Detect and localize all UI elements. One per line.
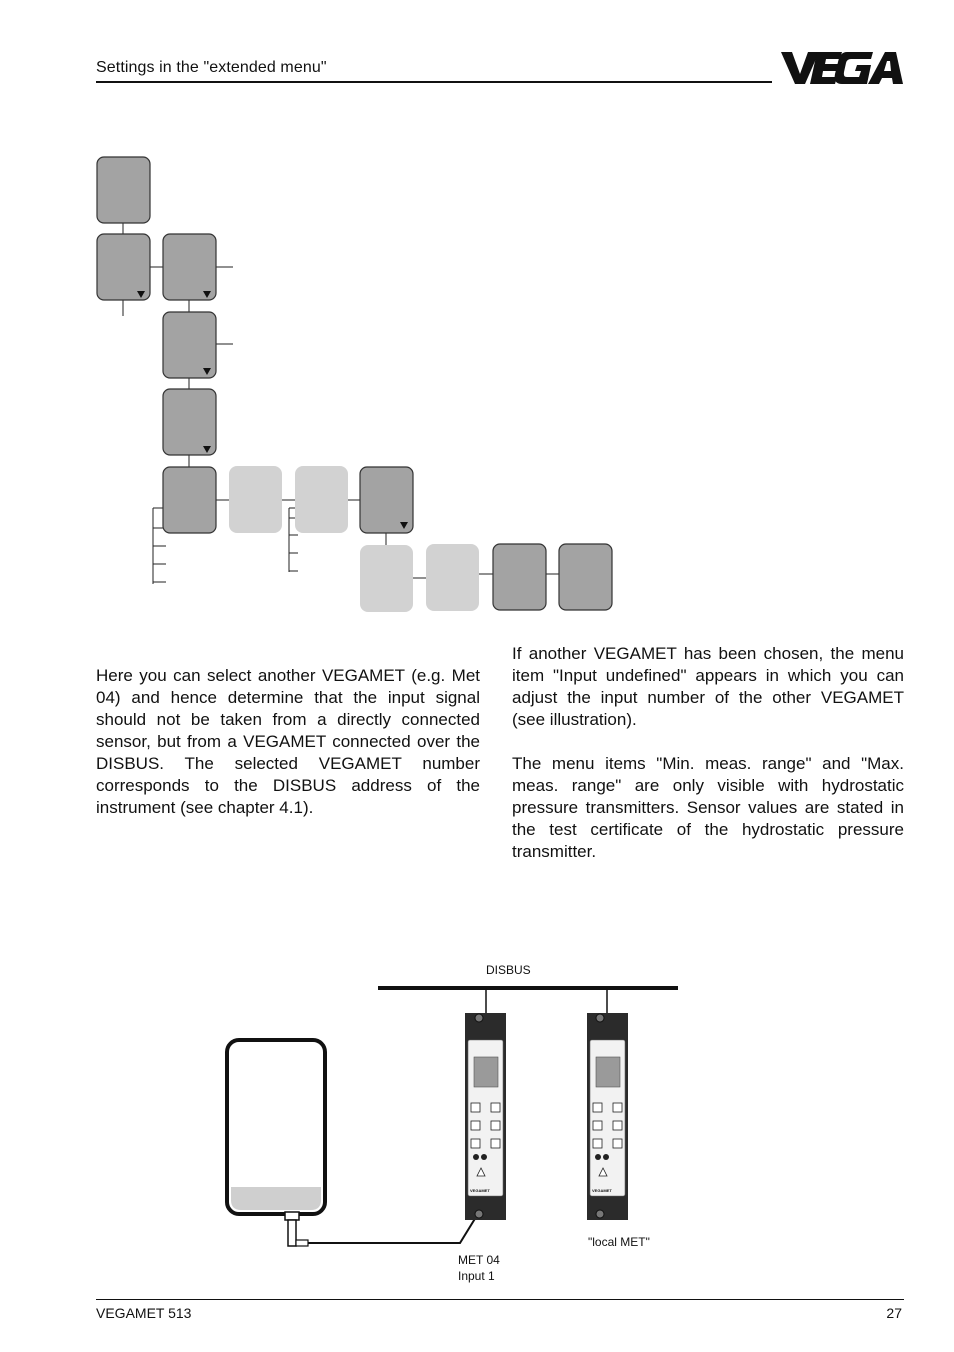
text-column-left <box>96 665 480 819</box>
svg-text:VEGAMET: VEGAMET <box>470 1188 490 1193</box>
menu-box <box>229 466 282 533</box>
menu-box <box>360 545 413 612</box>
input1-label: Input 1 <box>458 1269 495 1283</box>
menu-box <box>163 467 216 533</box>
svg-text:VEGAMET: VEGAMET <box>592 1188 612 1193</box>
page-header-title: Settings in the "extended menu" <box>96 59 327 76</box>
paragraph: If another VEGAMET has been chosen, the menu item "Input undefined" appears in which you can adjust the input number of the other VEGAMET (see illustration). <box>512 644 904 729</box>
disbus-label: DISBUS <box>486 963 531 977</box>
paragraph: Here you can select another VEGAMET (e.g. Met 04) and hence determine that the input signal should not be taken from a directly connected sensor, but from a VEGAMET connected over the DISBUS. The selected VEGAMET number corresponds to the DISBUS address of the instrument (see chapter 4.1). <box>96 666 480 817</box>
page-number: 27 <box>886 1305 902 1321</box>
menu-box <box>493 544 546 610</box>
disbus-illustration <box>220 980 690 1250</box>
menu-box <box>163 234 216 300</box>
menu-box <box>559 544 612 610</box>
footer-rule <box>96 1299 904 1300</box>
menu-box <box>97 157 150 223</box>
menu-box <box>426 544 479 611</box>
vegamet-module-met04 <box>465 1013 506 1220</box>
footer-product: VEGAMET 513 <box>96 1305 192 1321</box>
menu-box <box>97 234 150 300</box>
met04-label: MET 04 <box>458 1253 500 1267</box>
text-column-right <box>512 643 904 863</box>
header-rule <box>96 81 772 83</box>
paragraph: The menu items "Min. meas. range" and "Max. meas. range" are only visible with hydrostatic pressure transmitters. Sensor values are stated in the test certificate of the hydrostatic pressure transmitter. <box>512 754 904 861</box>
menu-tree-diagram <box>90 150 630 620</box>
menu-box <box>163 389 216 455</box>
local-met-label: "local MET" <box>588 1235 650 1249</box>
tank <box>227 1040 476 1246</box>
vegamet-module-local <box>587 1013 628 1220</box>
menu-box <box>295 466 348 533</box>
vega-logo <box>781 50 903 86</box>
